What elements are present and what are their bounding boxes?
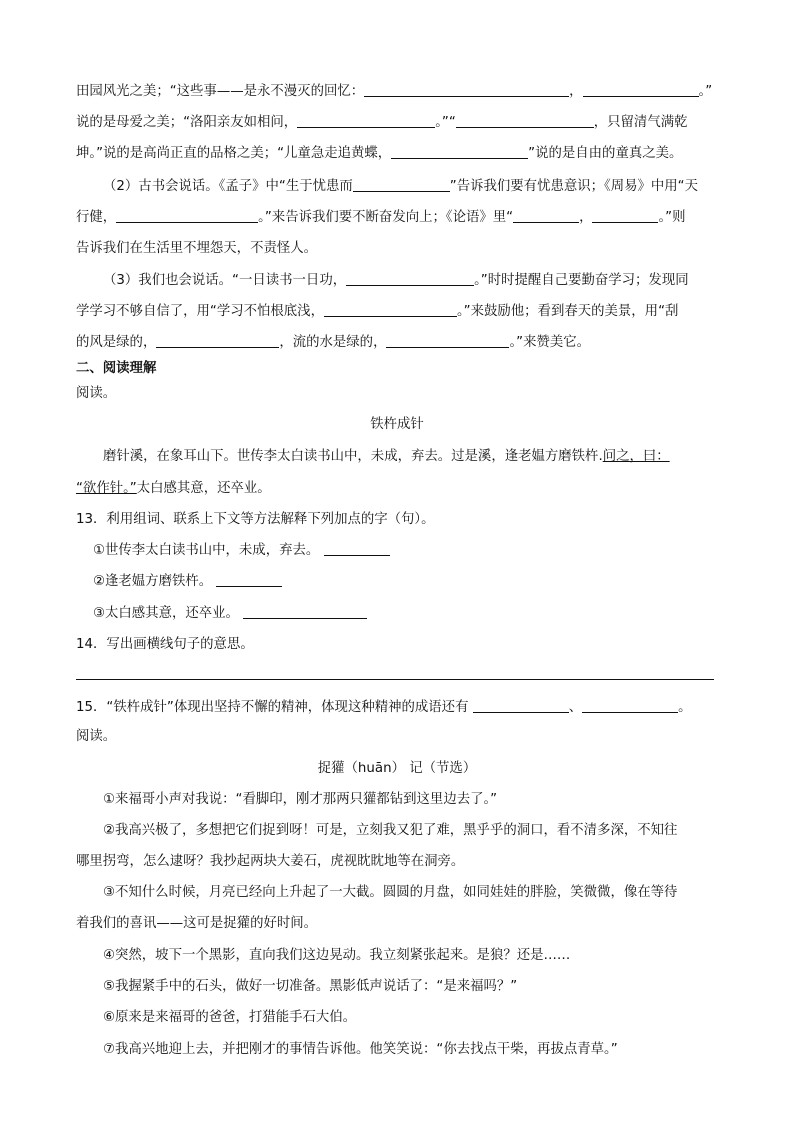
para3-l1-text-a: （3）我们也会说话。“一日读书一日功， — [103, 273, 347, 288]
blank-mencius[interactable] — [353, 177, 450, 192]
q15-text-a: 15．“铁杵成针”体现出坚持不懈的精神，体现这种精神的成语还有 — [76, 700, 469, 715]
read-label-2: 阅读。 — [76, 729, 117, 744]
passage2-p6: ⑥原来是来福哥的爸爸，打猎能手石大伯。 — [103, 1010, 357, 1025]
para3-l2-text-b: 。”来鼓励他；看到春天的美景，用“刮 — [456, 304, 679, 319]
passage2-p1: ①来福哥小声对我说：“看脚印，刚才那两只獾都钻到这里边去了。” — [103, 792, 498, 807]
story-underlined-a: 问之，曰： — [602, 449, 670, 464]
para3-line3 — [76, 333, 590, 353]
q13-item-3-text: ③太白感其意，还卒业。 — [93, 606, 239, 621]
para1-l2-text-a: 说的是母爱之美；“洛阳亲友如相问， — [76, 115, 298, 130]
para1-l2-text-c: ，只留清气满乾 — [593, 115, 688, 130]
blank-luoyang-2[interactable] — [456, 113, 594, 128]
blank-lunyu-1[interactable] — [513, 208, 579, 223]
q15-text-b: 、 — [568, 700, 583, 715]
para1-l3-text-a: 坤。”说的是高尚正直的品格之美；“儿童急走追黄蝶， — [76, 146, 392, 161]
passage2-p2-line1: ②我高兴极了，多想把它们捉到呀！可是，立刻我又犯了难，黑乎乎的洞口，看不清多深，不知往 — [103, 823, 678, 838]
blank-zhouyi[interactable] — [116, 208, 258, 223]
passage2-p3-line2: 着我们的喜讯——这可是捉獾的好时间。 — [76, 916, 318, 931]
blank-luoyang-1[interactable] — [297, 113, 435, 128]
q13-item-2-text: ②逢老媪方磨铁杵。 — [93, 574, 213, 589]
para2-line3: 告诉我们在生活里不埋怨天，不责怪人。 — [76, 241, 318, 256]
story-underlined-b: “欲作针。” — [76, 481, 137, 496]
q13-answer-2[interactable] — [216, 572, 282, 587]
para2-line1 — [103, 177, 698, 197]
question-15 — [76, 698, 692, 718]
blank-memory-2[interactable] — [583, 82, 699, 97]
blank-spring-2[interactable] — [386, 333, 509, 348]
story-text-b: 太白感其意，还卒业。 — [136, 481, 271, 496]
blank-study[interactable] — [346, 271, 474, 286]
blank-butterfly[interactable] — [391, 144, 528, 159]
blank-lunyu-2[interactable] — [592, 208, 658, 223]
section-heading: 二、阅读理解 — [76, 361, 157, 376]
story-text-a: 磨针溪，在象耳山下。世传李太白读书山中，未成，弃去。过是溪，逢老媪方磨铁杵. — [103, 449, 603, 464]
question-13: 13．利用组词、联系上下文等方法解释下列加点的字（句）。 — [76, 512, 435, 527]
para1-line1 — [76, 82, 712, 102]
passage2-p2-line2: 哪里拐弯，怎么逮呀？我抄起两块大姜石，虎视眈眈地等在洞旁。 — [76, 854, 465, 869]
para2-l2-text-c: ， — [579, 210, 593, 225]
para3-line1 — [103, 271, 689, 291]
q14-answer-line[interactable] — [76, 679, 714, 680]
read-label-1: 阅读。 — [76, 386, 117, 401]
passage2-p5: ⑤我握紧手中的石头，做好一切准备。黑影低声说话了：“是来福吗？” — [103, 979, 518, 994]
passage-title-1: 铁杵成针 — [370, 417, 424, 432]
para3-l3-text-a: 的风是绿的， — [76, 335, 157, 350]
passage2-p3-line1: ③不知什么时候，月亮已经向上升起了一大截。圆圆的月盘，如同娃娃的胖脸，笑微微，像在等待 — [103, 885, 678, 900]
para1-l1-text-b: ， — [569, 84, 583, 99]
q13-answer-1[interactable] — [324, 541, 390, 556]
q15-text-c: 。 — [678, 700, 692, 715]
para2-l2-text-a: 行健， — [76, 210, 117, 225]
story-line1 — [103, 447, 670, 467]
blank-memory-1[interactable] — [364, 82, 569, 97]
para2-l2-text-d: 。”则 — [658, 210, 686, 225]
para2-l2-text-b: 。”来告诉我们要不断奋发向上；《论语》里“ — [258, 210, 514, 225]
para1-l1-text-a: 田园风光之美；“这些事——是永不漫灭的回忆： — [76, 84, 365, 99]
para1-l1-text-c: 。” — [698, 84, 713, 99]
question-14: 14．写出画横线句子的意思。 — [76, 637, 254, 652]
para3-l3-text-c: 。”来赞美它。 — [509, 335, 591, 350]
para3-l1-text-b: 。”时时提醒自己要勤奋学习；发现同 — [474, 273, 689, 288]
para2-l1-text-a: （2）古书会说话。《孟子》中“生于忧患而 — [103, 179, 353, 194]
q15-blank-1[interactable] — [473, 698, 569, 713]
q13-item-1 — [93, 541, 390, 561]
passage2-p4: ④突然，坡下一个黑影，直向我们这边晃动。我立刻紧张起来。是狼？还是…… — [103, 948, 571, 963]
para2-l1-text-b: ”告诉我们要有忧患意识；《周易》中用“天 — [449, 179, 699, 194]
q13-answer-3[interactable] — [243, 604, 367, 619]
q13-item-1-text: ①世传李太白读书山中，未成，弃去。 — [93, 543, 320, 558]
q13-item-3 — [93, 604, 367, 624]
para1-line2 — [76, 113, 688, 133]
blank-spring-1[interactable] — [156, 333, 279, 348]
passage-title-2: 捉獾（huān） 记（节选） — [317, 761, 477, 776]
para1-line3 — [76, 144, 682, 164]
para3-l2-text-a: 学学习不够自信了，用“学习不怕根底浅， — [76, 304, 324, 319]
para1-l3-text-b: ”说的是自由的童真之美。 — [528, 146, 683, 161]
blank-encourage[interactable] — [324, 302, 457, 317]
passage2-p7: ⑦我高兴地迎上去，并把刚才的事情告诉他。他笑笑说：“你去找点干柴，再拔点青草。” — [103, 1042, 618, 1057]
para3-line2 — [76, 302, 678, 322]
para3-l3-text-b: ，流的水是绿的， — [279, 335, 387, 350]
para1-l2-text-b: 。”“ — [435, 115, 456, 130]
para2-line2 — [76, 208, 686, 228]
story-line2 — [76, 479, 271, 499]
q13-item-2 — [93, 572, 282, 592]
q15-blank-2[interactable] — [582, 698, 678, 713]
